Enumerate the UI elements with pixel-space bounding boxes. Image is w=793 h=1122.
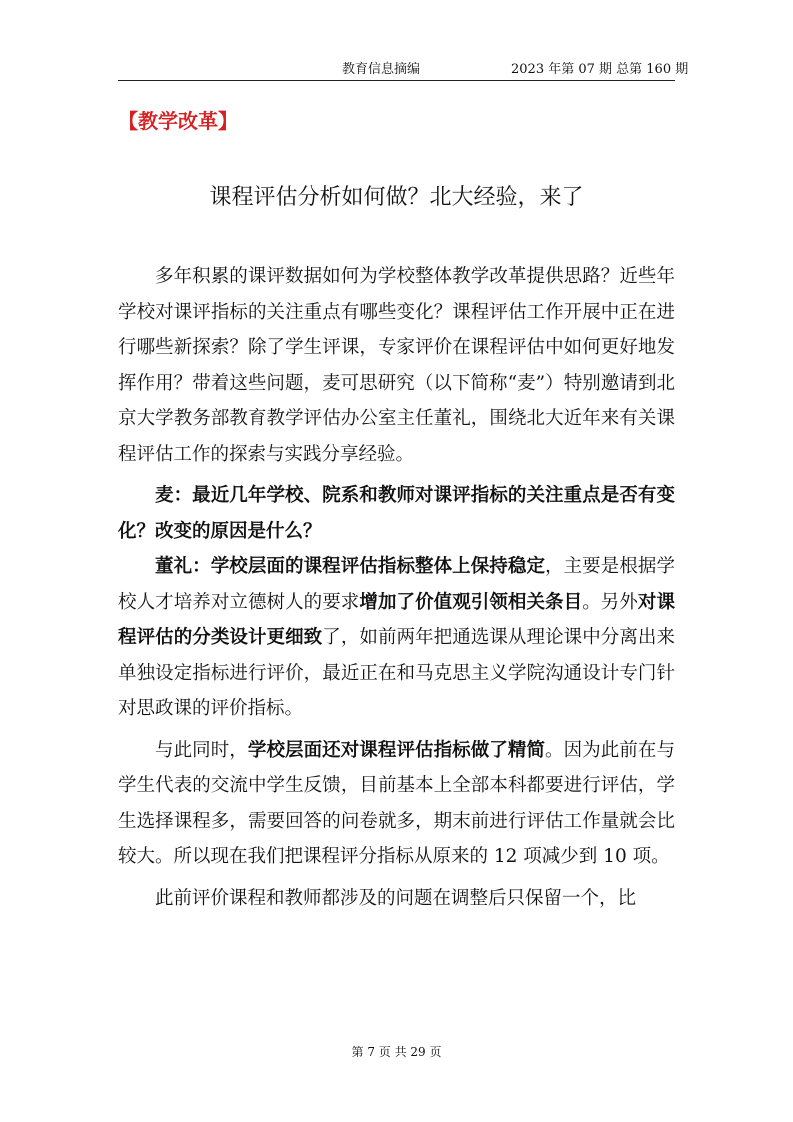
- header-divider: [118, 80, 675, 81]
- answer-paragraph-3: 此前评价课程和教师都涉及的问题在调整后只保留一个，比: [155, 887, 637, 909]
- issue-number: 2023 年第 07 期 总第 160 期: [511, 62, 689, 77]
- question-paragraph: 麦：最近几年学校、院系和教师对课评指标的关注重点是否有变化？改变的原因是什么？: [118, 485, 675, 542]
- page-header: [0, 54, 793, 78]
- answer-emphasis: 增加了价值观引领相关条目: [359, 591, 583, 613]
- answer-text: 。另外: [582, 591, 638, 613]
- answer-emphasis: 对课程评估的分类设计更细致: [118, 591, 675, 648]
- answer-emphasis: 学校层面的课程评估指标整体上保持稳定: [210, 556, 546, 577]
- answer-text: 与此同时，: [155, 739, 248, 761]
- publication-name: 教育信息摘编: [342, 62, 421, 77]
- article-body: [118, 259, 675, 916]
- page-footer: 第 7 页 共 29 页: [351, 1045, 442, 1059]
- article-title: 课程评估分析如何做？北大经验，来了: [209, 185, 584, 210]
- answer-text: 。因为此前在与学生代表的交流中学生反馈，目前基本上全部本科都要进行评估，学生选择课程多，需要回答的问卷就多，期末前进行评估工作量就会比较大。所以现在我们把课程评分指标从原来的 12 项减少到 10 项。: [118, 739, 675, 867]
- answer-paragraph-1: [118, 549, 675, 727]
- answer-text: ，主要是根据学校人才培养对立德树人的要求: [118, 556, 675, 613]
- speaker-label: 董礼：: [155, 556, 211, 577]
- answer-text: 了，如前两年把通选课从理论课中分离出来单独设定指标进行评价，最近正在和马克思主义学院沟通设计专门针对思政课的评价指标。: [118, 627, 675, 719]
- answer-paragraph-2: [118, 733, 675, 875]
- intro-paragraph: 多年积累的课评数据如何为学校整体教学改革提供思路？近些年学校对课评指标的关注重点有哪些变化？课程评估工作开展中正在进行哪些新探索？除了学生评课，专家评价在课程评估中如何更好地发挥作用？带着这些问题，麦可思研究（以下简称“麦”）特别邀请到北京大学教务部教育教学评估办公室主任董礼，围绕北大近年来有关课程评估工作的探索与实践分享经验。: [118, 266, 675, 465]
- answer-emphasis: 学校层面还对课程评估指标做了精简: [247, 739, 546, 761]
- column-tag: 【教学改革】: [118, 109, 238, 133]
